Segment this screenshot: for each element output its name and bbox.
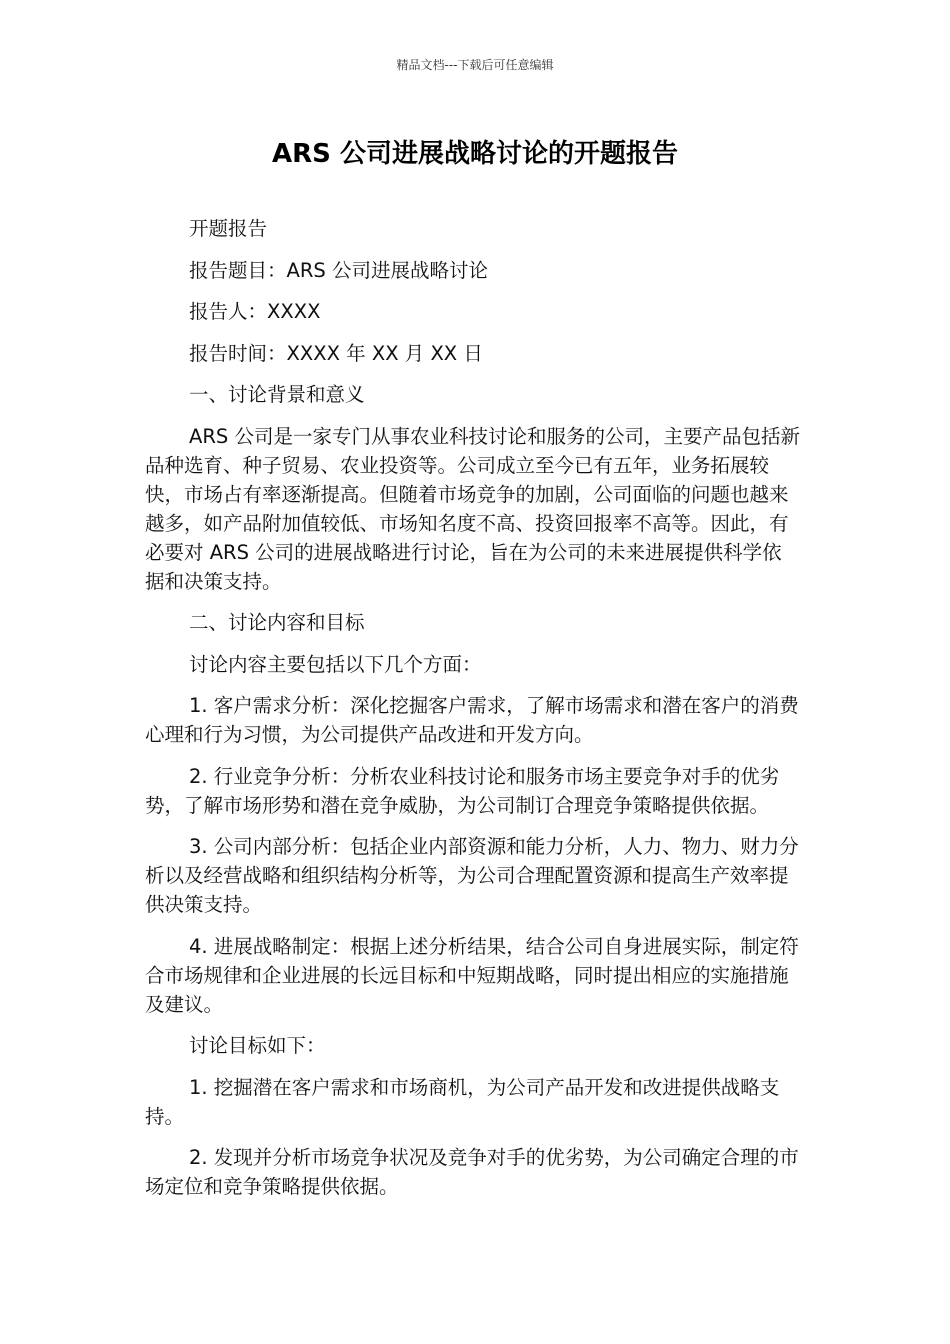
paragraph-reporter: 报告人：XXXX [189,300,321,323]
list-item-goal-2: 2. 发现并分析市场竞争状况及竞争对手的优劣势，为公司确定合理的市场定位和竞争策略提供依据。 [145,1146,799,1198]
document-body [145,214,800,1214]
document-title: ARS 公司进展战略讨论的开题报告 [272,139,678,169]
paragraph-background: ARS 公司是一家专门从事农业科技讨论和服务的公司，主要产品包括新品种选育、种子贸易、农业投资等。公司成立至今已有五年，业务拓展较快，市场占有率逐渐提高。但随着市场竞争的加剧，公司面临的问题也越来越多，如产品附加值较低、市场知名度不高、投资回报率不高等。因此，有必要对 ARS 公司的进展战略进行讨论，旨在为公司的未来进展提供科学依据和决策支持。 [145,424,800,593]
header-note: 精品文档---下载后可任意编辑 [396,58,554,72]
paragraph-report-time: 报告时间：XXXX 年 XX 月 XX 日 [189,341,483,365]
list-item-content-1: 1. 客户需求分析：深化挖掘客户需求，了解市场需求和潜在客户的消费心理和行为习惯，为公司提供产品改进和开发方向。 [145,694,799,746]
list-item-content-3: 3. 公司内部分析：包括企业内部资源和能力分析，人力、物力、财力分析以及经营战略和组织结构分析等，为公司合理配置资源和提高生产效率提供决策支持。 [145,835,799,916]
section-heading-background: 一、讨论背景和意义 [189,383,365,406]
list-item-goal-1: 1. 挖掘潜在客户需求和市场商机，为公司产品开发和改进提供战略支持。 [145,1075,780,1128]
list-item-content-2: 2. 行业竞争分析：分析农业科技讨论和服务市场主要竞争对手的优劣势，了解市场形势和潜在竞争威胁，为公司制订合理竞争策略提供依据。 [145,764,780,817]
paragraph-content-intro: 讨论内容主要包括以下几个方面： [189,652,482,676]
paragraph-goals-intro: 讨论目标如下： [189,1034,326,1057]
list-item-content-4: 4. 进展战略制定：根据上述分析结果，结合公司自身进展实际，制定符合市场规律和企业进展的长远目标和中短期战略，同时提出相应的实施措施及建议。 [145,934,799,1016]
section-heading-content: 二、讨论内容和目标 [189,611,365,634]
paragraph-report-label: 开题报告 [189,217,268,240]
paragraph-report-topic: 报告题目：ARS 公司进展战略讨论 [189,258,488,282]
